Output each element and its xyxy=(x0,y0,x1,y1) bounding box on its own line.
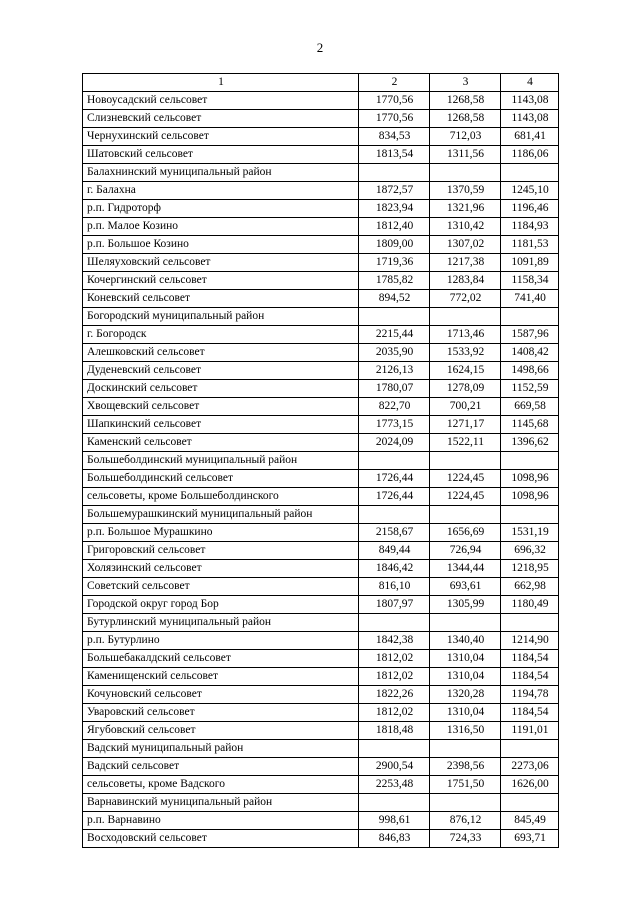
territory-name-cell: р.п. Малое Козино xyxy=(83,218,359,236)
value-cell: 2126,13 xyxy=(359,362,430,380)
territory-name-cell: Григоровский сельсовет xyxy=(83,542,359,560)
table-row xyxy=(83,830,559,848)
value-cell: 849,44 xyxy=(359,542,430,560)
territory-name-cell: Восходовский сельсовет xyxy=(83,830,359,848)
table-row xyxy=(83,110,559,128)
territory-name-cell: р.п. Бутурлино xyxy=(83,632,359,650)
value-cell: 1143,08 xyxy=(501,92,559,110)
table-row xyxy=(83,128,559,146)
territory-name-cell: Вадский сельсовет xyxy=(83,758,359,776)
value-cell xyxy=(359,740,430,758)
value-cell: 1191,01 xyxy=(501,722,559,740)
table-row xyxy=(83,614,559,632)
value-cell: 1780,07 xyxy=(359,380,430,398)
value-cell: 1656,69 xyxy=(430,524,501,542)
value-cell: 1181,53 xyxy=(501,236,559,254)
table-row xyxy=(83,344,559,362)
value-cell: 1726,44 xyxy=(359,488,430,506)
value-cell: 2158,67 xyxy=(359,524,430,542)
value-cell xyxy=(430,614,501,632)
territory-name-cell: Шеляуховский сельсовет xyxy=(83,254,359,272)
territory-name-cell: Уваровский сельсовет xyxy=(83,704,359,722)
value-cell xyxy=(430,506,501,524)
value-cell: 1271,17 xyxy=(430,416,501,434)
value-cell: 1180,49 xyxy=(501,596,559,614)
value-cell: 1818,48 xyxy=(359,722,430,740)
territory-name-cell: г. Балахна xyxy=(83,182,359,200)
value-cell: 1587,96 xyxy=(501,326,559,344)
table-body xyxy=(83,92,559,848)
value-cell: 1872,57 xyxy=(359,182,430,200)
territory-name-cell: Шатовский сельсовет xyxy=(83,146,359,164)
table-row xyxy=(83,146,559,164)
value-cell xyxy=(430,740,501,758)
value-cell: 2035,90 xyxy=(359,344,430,362)
value-cell: 2398,56 xyxy=(430,758,501,776)
value-cell xyxy=(359,164,430,182)
value-cell: 681,41 xyxy=(501,128,559,146)
table-row xyxy=(83,164,559,182)
value-cell: 1310,04 xyxy=(430,650,501,668)
value-cell: 2900,54 xyxy=(359,758,430,776)
value-cell: 1340,40 xyxy=(430,632,501,650)
value-cell: 998,61 xyxy=(359,812,430,830)
territory-name-cell: Богородский муниципальный район xyxy=(83,308,359,326)
page-number: 2 xyxy=(316,40,324,55)
value-cell xyxy=(501,506,559,524)
value-cell xyxy=(359,794,430,812)
value-cell: 772,02 xyxy=(430,290,501,308)
value-cell xyxy=(501,164,559,182)
territory-name-cell: Новоусадский сельсовет xyxy=(83,92,359,110)
value-cell: 876,12 xyxy=(430,812,501,830)
territory-name-cell: Коневский сельсовет xyxy=(83,290,359,308)
value-cell xyxy=(430,452,501,470)
value-cell: 1283,84 xyxy=(430,272,501,290)
table-row xyxy=(83,236,559,254)
territory-name-cell: Большебакалдский сельсовет xyxy=(83,650,359,668)
value-cell xyxy=(359,308,430,326)
value-cell: 1307,02 xyxy=(430,236,501,254)
table-row xyxy=(83,560,559,578)
table-row xyxy=(83,362,559,380)
territory-name-cell: Ягубовский сельсовет xyxy=(83,722,359,740)
territory-name-cell: Большеболдинский сельсовет xyxy=(83,470,359,488)
value-cell: 894,52 xyxy=(359,290,430,308)
table-row xyxy=(83,668,559,686)
value-cell: 1320,28 xyxy=(430,686,501,704)
value-cell: 1344,44 xyxy=(430,560,501,578)
value-cell: 1321,96 xyxy=(430,200,501,218)
territory-name-cell: Хвощевский сельсовет xyxy=(83,398,359,416)
territory-name-cell: Каменищенский сельсовет xyxy=(83,668,359,686)
value-cell: 1785,82 xyxy=(359,272,430,290)
column-header: 2 xyxy=(359,74,430,92)
territory-name-cell: р.п. Гидроторф xyxy=(83,200,359,218)
value-cell: 1807,97 xyxy=(359,596,430,614)
value-cell: 1533,92 xyxy=(430,344,501,362)
table-row xyxy=(83,308,559,326)
table-row xyxy=(83,686,559,704)
value-cell: 1726,44 xyxy=(359,470,430,488)
value-cell: 1370,59 xyxy=(430,182,501,200)
table-row xyxy=(83,200,559,218)
column-header: 3 xyxy=(430,74,501,92)
value-cell: 1813,54 xyxy=(359,146,430,164)
value-cell: 726,94 xyxy=(430,542,501,560)
value-cell: 1626,00 xyxy=(501,776,559,794)
table-row xyxy=(83,470,559,488)
value-cell xyxy=(501,740,559,758)
table-row xyxy=(83,542,559,560)
territory-name-cell: Советский сельсовет xyxy=(83,578,359,596)
table-row xyxy=(83,704,559,722)
value-cell: 1278,09 xyxy=(430,380,501,398)
table-row xyxy=(83,182,559,200)
value-cell: 1842,38 xyxy=(359,632,430,650)
territory-name-cell: Кочергинский сельсовет xyxy=(83,272,359,290)
value-cell: 741,40 xyxy=(501,290,559,308)
value-cell: 1624,15 xyxy=(430,362,501,380)
value-cell: 845,49 xyxy=(501,812,559,830)
value-cell: 846,83 xyxy=(359,830,430,848)
table-row xyxy=(83,794,559,812)
value-cell: 1773,15 xyxy=(359,416,430,434)
table-row xyxy=(83,218,559,236)
value-cell: 1751,50 xyxy=(430,776,501,794)
value-cell: 1812,40 xyxy=(359,218,430,236)
value-cell xyxy=(430,308,501,326)
table-row xyxy=(83,398,559,416)
value-cell: 712,03 xyxy=(430,128,501,146)
territory-name-cell: сельсоветы, кроме Вадского xyxy=(83,776,359,794)
value-cell: 1310,04 xyxy=(430,704,501,722)
territory-name-cell: Каменский сельсовет xyxy=(83,434,359,452)
territory-name-cell: р.п. Большое Козино xyxy=(83,236,359,254)
value-cell: 1268,58 xyxy=(430,92,501,110)
value-cell: 1217,38 xyxy=(430,254,501,272)
table-row xyxy=(83,524,559,542)
value-cell: 1316,50 xyxy=(430,722,501,740)
value-cell: 822,70 xyxy=(359,398,430,416)
table-row xyxy=(83,758,559,776)
value-cell: 1268,58 xyxy=(430,110,501,128)
value-cell: 1098,96 xyxy=(501,470,559,488)
value-cell: 1498,66 xyxy=(501,362,559,380)
territory-name-cell: г. Богородск xyxy=(83,326,359,344)
value-cell xyxy=(501,452,559,470)
value-cell: 1184,54 xyxy=(501,668,559,686)
territory-name-cell: р.п. Варнавино xyxy=(83,812,359,830)
value-cell: 1194,78 xyxy=(501,686,559,704)
value-cell: 2253,48 xyxy=(359,776,430,794)
territory-name-cell: Доскинский сельсовет xyxy=(83,380,359,398)
table-row xyxy=(83,92,559,110)
value-cell: 1396,62 xyxy=(501,434,559,452)
table-row xyxy=(83,380,559,398)
table-row xyxy=(83,596,559,614)
value-cell: 1846,42 xyxy=(359,560,430,578)
value-cell xyxy=(430,794,501,812)
value-cell: 1522,11 xyxy=(430,434,501,452)
table-row xyxy=(83,290,559,308)
value-cell: 816,10 xyxy=(359,578,430,596)
territory-name-cell: Большеболдинский муниципальный район xyxy=(83,452,359,470)
value-cell: 724,33 xyxy=(430,830,501,848)
table-row xyxy=(83,452,559,470)
territory-name-cell: Бутурлинский муниципальный район xyxy=(83,614,359,632)
territory-name-cell: Слизневский сельсовет xyxy=(83,110,359,128)
value-cell: 1218,95 xyxy=(501,560,559,578)
value-cell: 1812,02 xyxy=(359,650,430,668)
table-row xyxy=(83,488,559,506)
tariff-table xyxy=(82,73,559,848)
territory-name-cell: Дуденевский сельсовет xyxy=(83,362,359,380)
table-row xyxy=(83,650,559,668)
value-cell: 1770,56 xyxy=(359,110,430,128)
value-cell: 1196,46 xyxy=(501,200,559,218)
value-cell: 693,61 xyxy=(430,578,501,596)
value-cell: 1143,08 xyxy=(501,110,559,128)
value-cell: 1184,93 xyxy=(501,218,559,236)
value-cell: 1310,42 xyxy=(430,218,501,236)
value-cell: 693,71 xyxy=(501,830,559,848)
territory-name-cell: сельсоветы, кроме Большеболдинского xyxy=(83,488,359,506)
value-cell xyxy=(501,614,559,632)
value-cell: 1719,36 xyxy=(359,254,430,272)
value-cell: 1098,96 xyxy=(501,488,559,506)
value-cell xyxy=(430,164,501,182)
table-row xyxy=(83,326,559,344)
table-row xyxy=(83,740,559,758)
value-cell: 1245,10 xyxy=(501,182,559,200)
table-row xyxy=(83,812,559,830)
value-cell: 1214,90 xyxy=(501,632,559,650)
table-row xyxy=(83,776,559,794)
column-header: 1 xyxy=(83,74,359,92)
value-cell: 2273,06 xyxy=(501,758,559,776)
territory-name-cell: Городской округ город Бор xyxy=(83,596,359,614)
table-row xyxy=(83,254,559,272)
table-row xyxy=(83,272,559,290)
value-cell: 1311,56 xyxy=(430,146,501,164)
value-cell: 1305,99 xyxy=(430,596,501,614)
value-cell: 1091,89 xyxy=(501,254,559,272)
territory-name-cell: Варнавинский муниципальный район xyxy=(83,794,359,812)
territory-name-cell: Шапкинский сельсовет xyxy=(83,416,359,434)
value-cell: 1823,94 xyxy=(359,200,430,218)
value-cell: 1770,56 xyxy=(359,92,430,110)
value-cell: 1713,46 xyxy=(430,326,501,344)
territory-name-cell: Кочуновский сельсовет xyxy=(83,686,359,704)
table-row xyxy=(83,722,559,740)
territory-name-cell: Чернухинский сельсовет xyxy=(83,128,359,146)
value-cell xyxy=(501,794,559,812)
value-cell: 662,98 xyxy=(501,578,559,596)
table-row xyxy=(83,416,559,434)
value-cell: 1145,68 xyxy=(501,416,559,434)
value-cell: 1812,02 xyxy=(359,704,430,722)
value-cell: 2024,09 xyxy=(359,434,430,452)
territory-name-cell: Холязинский сельсовет xyxy=(83,560,359,578)
value-cell xyxy=(501,308,559,326)
value-cell: 2215,44 xyxy=(359,326,430,344)
value-cell: 1184,54 xyxy=(501,650,559,668)
value-cell: 1822,26 xyxy=(359,686,430,704)
value-cell: 700,21 xyxy=(430,398,501,416)
value-cell: 669,58 xyxy=(501,398,559,416)
value-cell: 834,53 xyxy=(359,128,430,146)
value-cell xyxy=(359,506,430,524)
territory-name-cell: Балахнинский муниципальный район xyxy=(83,164,359,182)
value-cell: 1186,06 xyxy=(501,146,559,164)
territory-name-cell: р.п. Большое Мурашкино xyxy=(83,524,359,542)
value-cell: 1224,45 xyxy=(430,470,501,488)
value-cell: 1408,42 xyxy=(501,344,559,362)
table-row xyxy=(83,578,559,596)
table-row xyxy=(83,632,559,650)
table-header-row xyxy=(83,74,559,92)
value-cell: 696,32 xyxy=(501,542,559,560)
value-cell: 1812,02 xyxy=(359,668,430,686)
column-header: 4 xyxy=(501,74,559,92)
value-cell: 1184,54 xyxy=(501,704,559,722)
value-cell xyxy=(359,614,430,632)
value-cell: 1158,34 xyxy=(501,272,559,290)
value-cell: 1809,00 xyxy=(359,236,430,254)
value-cell: 1224,45 xyxy=(430,488,501,506)
table-row xyxy=(83,506,559,524)
territory-name-cell: Алешковский сельсовет xyxy=(83,344,359,362)
value-cell: 1152,59 xyxy=(501,380,559,398)
territory-name-cell: Вадский муниципальный район xyxy=(83,740,359,758)
table-row xyxy=(83,434,559,452)
territory-name-cell: Большемурашкинский муниципальный район xyxy=(83,506,359,524)
value-cell xyxy=(359,452,430,470)
value-cell: 1531,19 xyxy=(501,524,559,542)
value-cell: 1310,04 xyxy=(430,668,501,686)
